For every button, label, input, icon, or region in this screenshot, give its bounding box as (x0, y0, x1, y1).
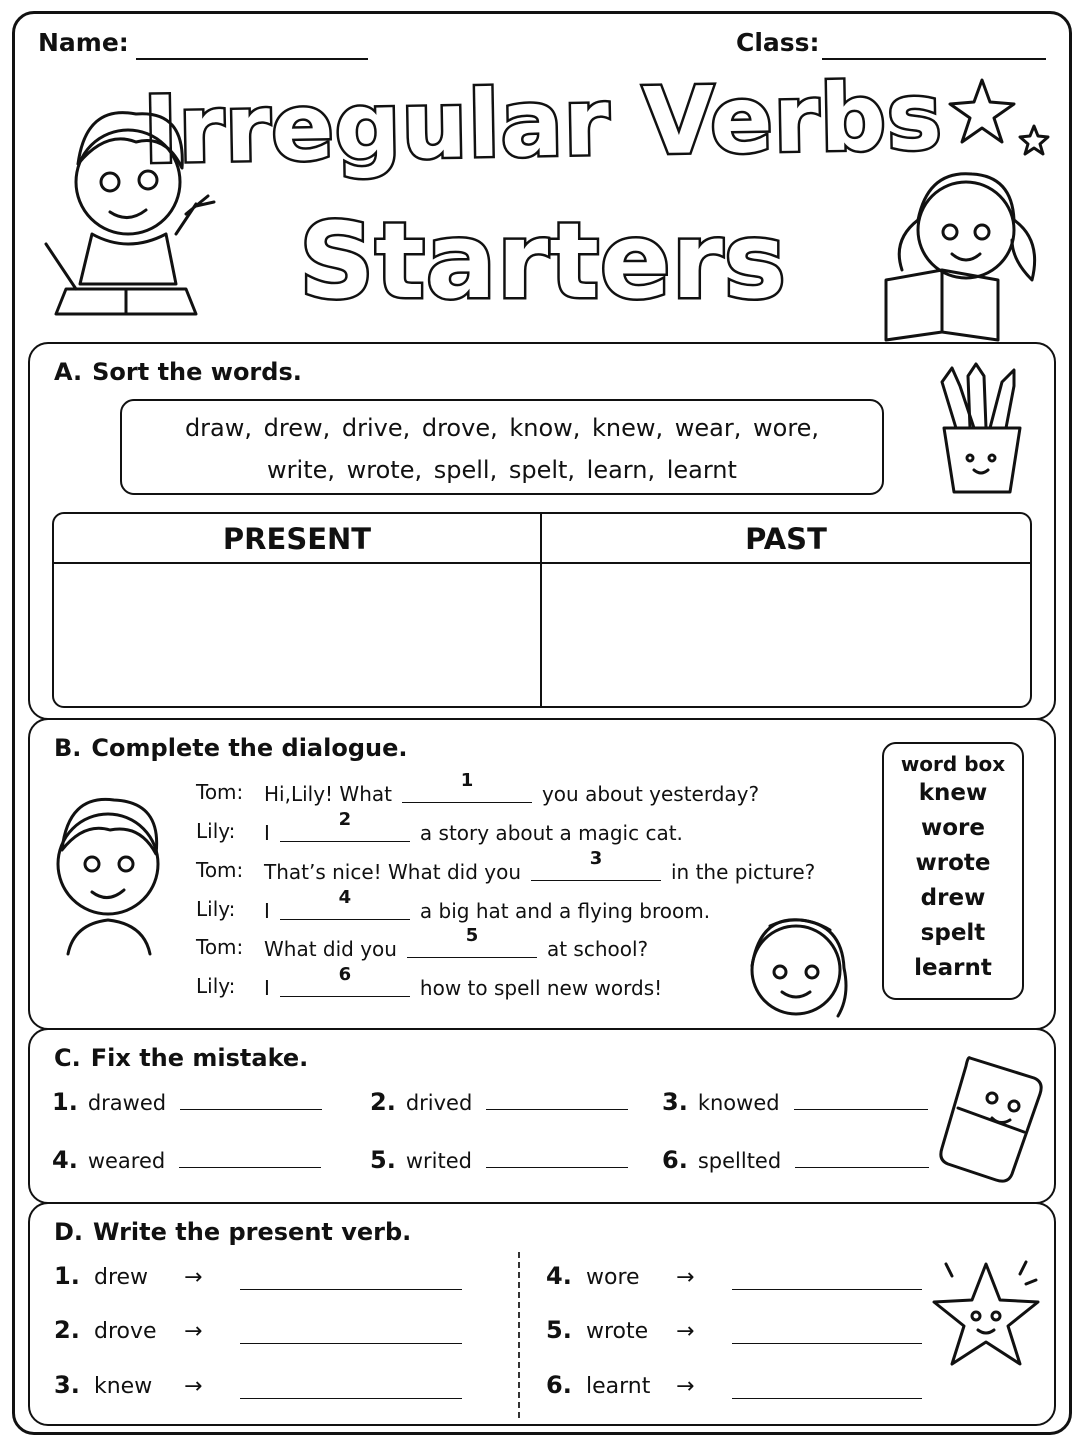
speaker: Tom: (196, 935, 244, 959)
dialogue-text: That’s nice! What did you (264, 860, 521, 884)
answer-line[interactable] (486, 1147, 628, 1168)
item-number: 4. (52, 1146, 78, 1174)
answer-line[interactable] (795, 1147, 929, 1168)
present-verb-item-2 (54, 1316, 462, 1344)
section-c-heading: Fix the mistake. (90, 1044, 309, 1072)
fix-item-5 (370, 1146, 628, 1174)
item-number: 1. (54, 1262, 80, 1290)
answer-line[interactable] (486, 1089, 628, 1110)
boy-writing-illustration (36, 84, 226, 329)
answer-line[interactable] (180, 1089, 322, 1110)
past-word: wore (586, 1265, 640, 1290)
arrow-right-icon: → (184, 1319, 203, 1344)
word-bank-line-1: draw, drew, drive, drove, know, knew, wear, wore, (184, 414, 820, 442)
item-number: 3. (54, 1371, 80, 1399)
word-bank (120, 399, 884, 495)
speaker: Lily: (196, 897, 236, 921)
class-field[interactable] (822, 58, 1046, 60)
section-c-title (54, 1044, 308, 1072)
wrong-word: spellted (697, 1149, 782, 1173)
dialogue-text: I (264, 821, 270, 845)
dialogue-text: Hi,Lily! What (264, 782, 392, 806)
past-column[interactable] (542, 514, 1030, 706)
past-word: knew (94, 1374, 153, 1399)
wrong-word: writed (405, 1149, 472, 1173)
star-icon (926, 1250, 1046, 1380)
item-number: 2. (370, 1088, 396, 1116)
present-verb-item-4 (546, 1262, 922, 1290)
eraser-icon (934, 1048, 1044, 1188)
item-number: 1. (52, 1088, 78, 1116)
word-box-title: word box (900, 752, 1006, 776)
answer-line[interactable] (240, 1323, 462, 1344)
answer-line[interactable] (240, 1269, 462, 1290)
word-box (882, 742, 1024, 1000)
answer-line[interactable] (794, 1089, 928, 1110)
word-box-item: spelt (920, 920, 986, 946)
wrong-word: weared (87, 1149, 166, 1173)
present-verb-item-5 (546, 1316, 922, 1344)
word-box-item: wore (921, 815, 985, 841)
column-divider (518, 1252, 520, 1418)
past-word: learnt (586, 1374, 651, 1399)
section-a (28, 342, 1056, 720)
speaker: Tom: (196, 858, 244, 882)
class-label: Class: (736, 28, 820, 57)
section-a-letter: A. (54, 358, 83, 386)
answer-line[interactable] (732, 1269, 922, 1290)
item-number: 4. (546, 1262, 572, 1290)
pencil-cup-icon (930, 362, 1030, 502)
fix-item-2 (370, 1088, 628, 1116)
present-verb-item-3 (54, 1371, 462, 1399)
dialogue-text: a big hat and a flying broom. (419, 899, 711, 923)
section-c (28, 1028, 1056, 1204)
past-word: drew (94, 1265, 149, 1290)
item-number: 6. (662, 1146, 688, 1174)
wrong-word: drived (405, 1091, 473, 1115)
word-box-item: drew (920, 885, 986, 911)
dialogue-text: at school? (546, 937, 649, 961)
dialogue-text: What did you (264, 937, 397, 961)
word-box-item: knew (918, 780, 988, 806)
answer-blank-5[interactable] (407, 925, 537, 958)
present-verb-item-6 (546, 1371, 922, 1399)
speaker: Lily: (196, 974, 236, 998)
section-d (28, 1202, 1056, 1426)
section-b-letter: B. (54, 734, 82, 762)
section-d-heading: Write the present verb. (93, 1218, 412, 1246)
title-line-2: Starters (299, 200, 787, 322)
answer-line[interactable] (732, 1323, 922, 1344)
dialogue-text: a story about a magic cat. (419, 821, 683, 845)
past-column-header: PAST (542, 514, 1030, 564)
present-column[interactable] (54, 514, 542, 706)
item-number: 5. (370, 1146, 396, 1174)
present-column-header: PRESENT (54, 514, 540, 564)
section-d-title (54, 1218, 411, 1246)
answer-line[interactable] (179, 1147, 321, 1168)
fix-item-3 (662, 1088, 928, 1116)
past-word: wrote (586, 1319, 649, 1344)
answer-line[interactable] (732, 1378, 922, 1399)
section-c-letter: C. (54, 1044, 81, 1072)
arrow-right-icon: → (676, 1374, 695, 1399)
arrow-right-icon: → (676, 1319, 695, 1344)
dialogue-text: in the picture? (671, 860, 816, 884)
speaker: Tom: (196, 780, 244, 804)
name-field[interactable] (136, 58, 368, 60)
fix-item-6 (662, 1146, 929, 1174)
arrow-right-icon: → (184, 1374, 203, 1399)
answer-blank-6[interactable] (280, 964, 410, 997)
title-line-1: Irregular Verbs (142, 63, 944, 184)
tom-illustration (44, 784, 174, 974)
blank-number: 1 (460, 770, 474, 791)
fix-item-4 (52, 1146, 321, 1174)
section-a-heading: Sort the words. (92, 358, 302, 386)
answer-line[interactable] (240, 1378, 462, 1399)
dialogue-text: how to spell new words! (419, 976, 663, 1000)
answer-blank-3[interactable] (531, 848, 661, 881)
blank-number: 4 (338, 887, 352, 908)
item-number: 2. (54, 1316, 80, 1344)
lily-illustration (730, 906, 870, 1026)
answer-blank-4[interactable] (280, 887, 410, 920)
word-bank-line-2: write, wrote, spell, spelt, learn, learnt (267, 456, 737, 484)
word-box-item: wrote (915, 850, 991, 876)
arrow-right-icon: → (676, 1265, 695, 1290)
girl-reading-illustration (872, 70, 1062, 340)
item-number: 5. (546, 1316, 572, 1344)
arrow-right-icon: → (184, 1265, 203, 1290)
dialogue-text: you about yesterday? (541, 782, 760, 806)
blank-number: 6 (338, 964, 352, 985)
section-a-title (54, 358, 302, 386)
wrong-word: knowed (697, 1091, 780, 1115)
item-number: 3. (662, 1088, 688, 1116)
item-number: 6. (546, 1371, 572, 1399)
section-b (28, 718, 1056, 1030)
answer-blank-1[interactable] (402, 770, 532, 803)
blank-number: 5 (465, 925, 479, 946)
section-d-letter: D. (54, 1218, 84, 1246)
word-box-item: learnt (914, 955, 992, 981)
fix-item-1 (52, 1088, 322, 1116)
dialogue-text: I (264, 899, 270, 923)
speaker: Lily: (196, 819, 236, 843)
blank-number: 2 (338, 809, 352, 830)
dialogue-text: I (264, 976, 270, 1000)
answer-blank-2[interactable] (280, 809, 410, 842)
sort-table (52, 512, 1032, 708)
wrong-word: drawed (87, 1091, 167, 1115)
section-b-heading: Complete the dialogue. (91, 734, 408, 762)
past-word: drove (94, 1319, 157, 1344)
section-b-title (54, 734, 408, 762)
present-verb-item-1 (54, 1262, 462, 1290)
blank-number: 3 (589, 848, 603, 869)
name-label: Name: (38, 28, 129, 57)
